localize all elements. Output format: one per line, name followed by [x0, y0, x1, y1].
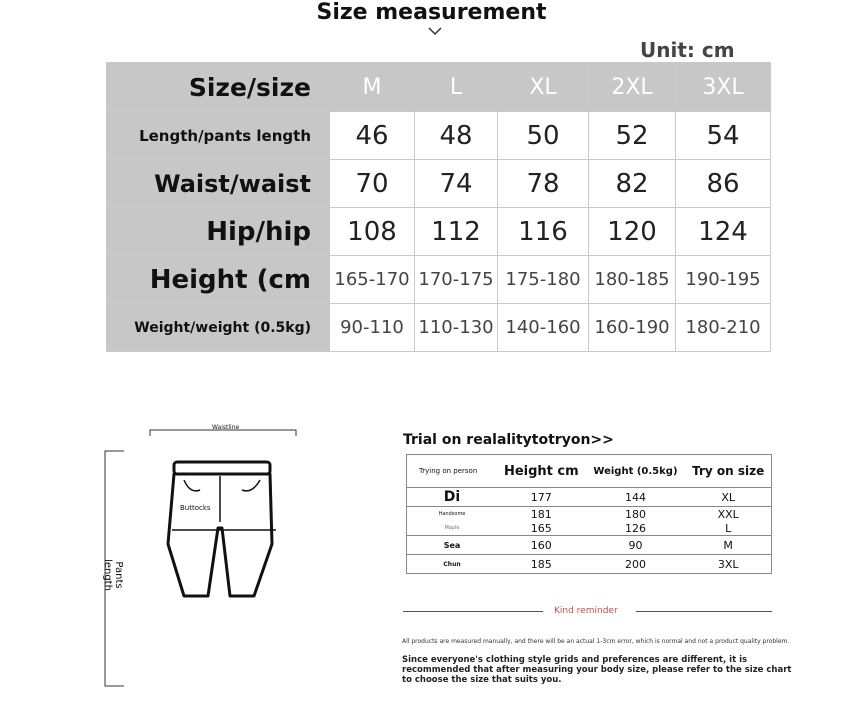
- trial-person: Maple: [407, 521, 498, 536]
- trial-height: 165: [497, 521, 586, 536]
- table-row: [407, 507, 772, 522]
- table-row: [107, 304, 771, 352]
- table-cell: 46: [330, 112, 415, 160]
- size-col-m: M: [330, 63, 415, 112]
- trial-weight: 90: [586, 536, 686, 555]
- table-row: [107, 208, 771, 256]
- row-label: Height (cm: [107, 256, 330, 304]
- table-row: [407, 536, 772, 555]
- trial-header-size: Try on size: [685, 455, 771, 488]
- table-cell: 90-110: [330, 304, 415, 352]
- trial-size: 3XL: [717, 557, 739, 571]
- trial-height: 181: [530, 507, 552, 521]
- table-cell: 120: [589, 208, 676, 256]
- error-note: All products are measured manually, and there will be an actual 1-3cm error, which is normal and not a product quality problem.: [402, 638, 790, 645]
- table-cell: 140-160: [498, 304, 589, 352]
- table-row: [107, 160, 771, 208]
- table-cell: 48: [415, 112, 498, 160]
- table-cell: 124: [676, 208, 771, 256]
- kind-reminder: Kind reminder: [554, 606, 618, 616]
- table-row: [407, 521, 772, 536]
- waistline-label: Waistline: [212, 424, 240, 431]
- table-cell: 165-170: [330, 256, 415, 304]
- table-cell: 110-130: [415, 304, 498, 352]
- trial-header-height: Height cm: [497, 455, 586, 488]
- table-cell: 175-180: [498, 256, 589, 304]
- trial-person: Chun: [443, 560, 461, 568]
- pants-diagram: [100, 420, 310, 690]
- size-col-l: L: [415, 63, 498, 112]
- trial-height: 185: [530, 557, 552, 571]
- trial-title: Trial on realalitytotryon>>: [403, 432, 614, 448]
- table-cell: 116: [498, 208, 589, 256]
- divider: [403, 611, 543, 612]
- pants-outline-icon: [100, 420, 310, 690]
- buttocks-label: Buttocks: [180, 504, 211, 512]
- table-cell: 170-175: [415, 256, 498, 304]
- row-label: Weight/weight (0.5kg): [107, 304, 330, 352]
- table-cell: 52: [589, 112, 676, 160]
- trial-header-weight: Weight (0.5kg): [586, 455, 686, 488]
- table-cell: 180-185: [589, 256, 676, 304]
- row-label: Hip/hip: [107, 208, 330, 256]
- row-label: Length/pants length: [107, 112, 330, 160]
- table-cell: 190-195: [676, 256, 771, 304]
- recommendation-note: Since everyone's clothing style grids and preferences are different, it is recommended that after measuring your body size, please refer to the size chart to choose the size that suits you.: [402, 655, 792, 685]
- divider: [636, 611, 772, 612]
- trial-person: Sea: [407, 536, 498, 555]
- trial-person: Di: [407, 488, 498, 507]
- table-row: [107, 112, 771, 160]
- trial-weight: 180: [624, 507, 646, 521]
- size-header-label: Size/size: [107, 63, 330, 112]
- trial-header-row: [407, 455, 772, 488]
- trial-header-person: Trying on person: [407, 455, 498, 488]
- trial-weight: 200: [624, 557, 646, 571]
- table-cell: 112: [415, 208, 498, 256]
- trial-size: XXL: [717, 507, 739, 521]
- size-col-xl: XL: [498, 63, 589, 112]
- unit-label: Unit: cm: [640, 38, 735, 62]
- row-label: Waist/waist: [107, 160, 330, 208]
- trial-table: [406, 454, 772, 574]
- chevron-down-icon: [428, 26, 442, 36]
- pants-length-label: Pants length: [102, 559, 124, 591]
- trial-height: 177: [497, 488, 586, 507]
- trial-person: Handsome: [438, 511, 466, 517]
- size-col-2xl: 2XL: [589, 63, 676, 112]
- table-cell: 78: [498, 160, 589, 208]
- table-cell: 86: [676, 160, 771, 208]
- table-cell: 54: [676, 112, 771, 160]
- trial-height: 160: [497, 536, 586, 555]
- table-cell: 108: [330, 208, 415, 256]
- table-cell: 70: [330, 160, 415, 208]
- table-row: [407, 555, 772, 574]
- trial-weight: 126: [586, 521, 686, 536]
- size-col-3xl: 3XL: [676, 63, 771, 112]
- size-header-row: [107, 63, 771, 112]
- trial-weight: 144: [586, 488, 686, 507]
- size-table: [106, 62, 771, 352]
- trial-size: XL: [685, 488, 771, 507]
- trial-size: L: [685, 521, 771, 536]
- table-row: [107, 256, 771, 304]
- page-title: Size measurement: [316, 0, 547, 25]
- table-cell: 50: [498, 112, 589, 160]
- table-cell: 82: [589, 160, 676, 208]
- table-row: [407, 488, 772, 507]
- table-cell: 160-190: [589, 304, 676, 352]
- table-cell: 180-210: [676, 304, 771, 352]
- table-cell: 74: [415, 160, 498, 208]
- trial-size: M: [685, 536, 771, 555]
